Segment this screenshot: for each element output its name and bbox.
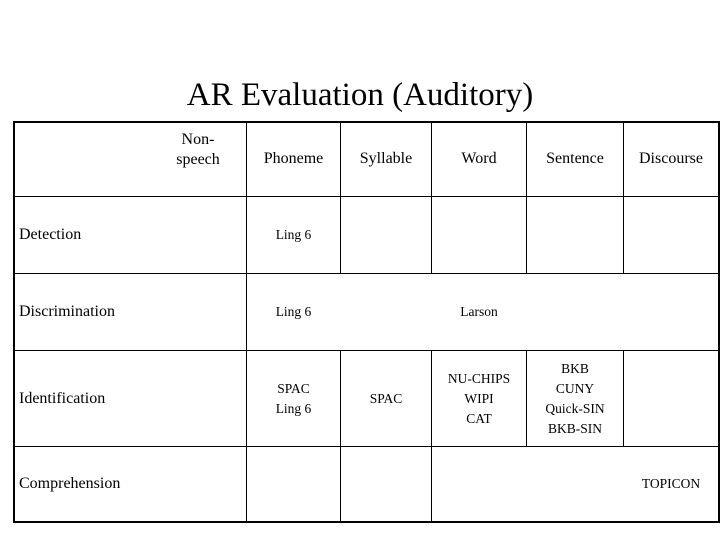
cell-identification-phoneme: SPAC Ling 6 [275, 380, 312, 416]
col-header-phoneme: Phoneme [263, 150, 324, 167]
cell-identification-syllable: SPAC [369, 390, 403, 406]
col-header-nonspeech: Non- speech [176, 131, 220, 168]
row-label-comprehension: Comprehension [19, 475, 121, 492]
row-label-identification: Identification [19, 389, 106, 407]
cell-identification-word: NU-CHIPS WIPI CAT [447, 370, 511, 426]
row-label-detection: Detection [19, 226, 82, 243]
table-border-bottom [13, 521, 720, 523]
col-header-discourse: Discourse [639, 150, 703, 167]
row-label-discrimination: Discrimination [19, 303, 115, 320]
col-header-syllable: Syllable [359, 150, 413, 167]
cell-discrimination-phoneme: Ling 6 [275, 304, 312, 319]
col-header-word: Word [461, 150, 497, 167]
cell-discrimination-word: Larson [460, 304, 498, 319]
cell-identification-sentence: BKB CUNY Quick-SIN BKB-SIN [545, 360, 605, 436]
page-title: AR Evaluation (Auditory) [186, 77, 534, 113]
col-header-sentence: Sentence [546, 150, 604, 167]
col-divider [623, 350, 624, 446]
cell-detection-phoneme: Ling 6 [275, 227, 312, 242]
cell-comprehension-discourse: TOPICON [641, 476, 701, 491]
